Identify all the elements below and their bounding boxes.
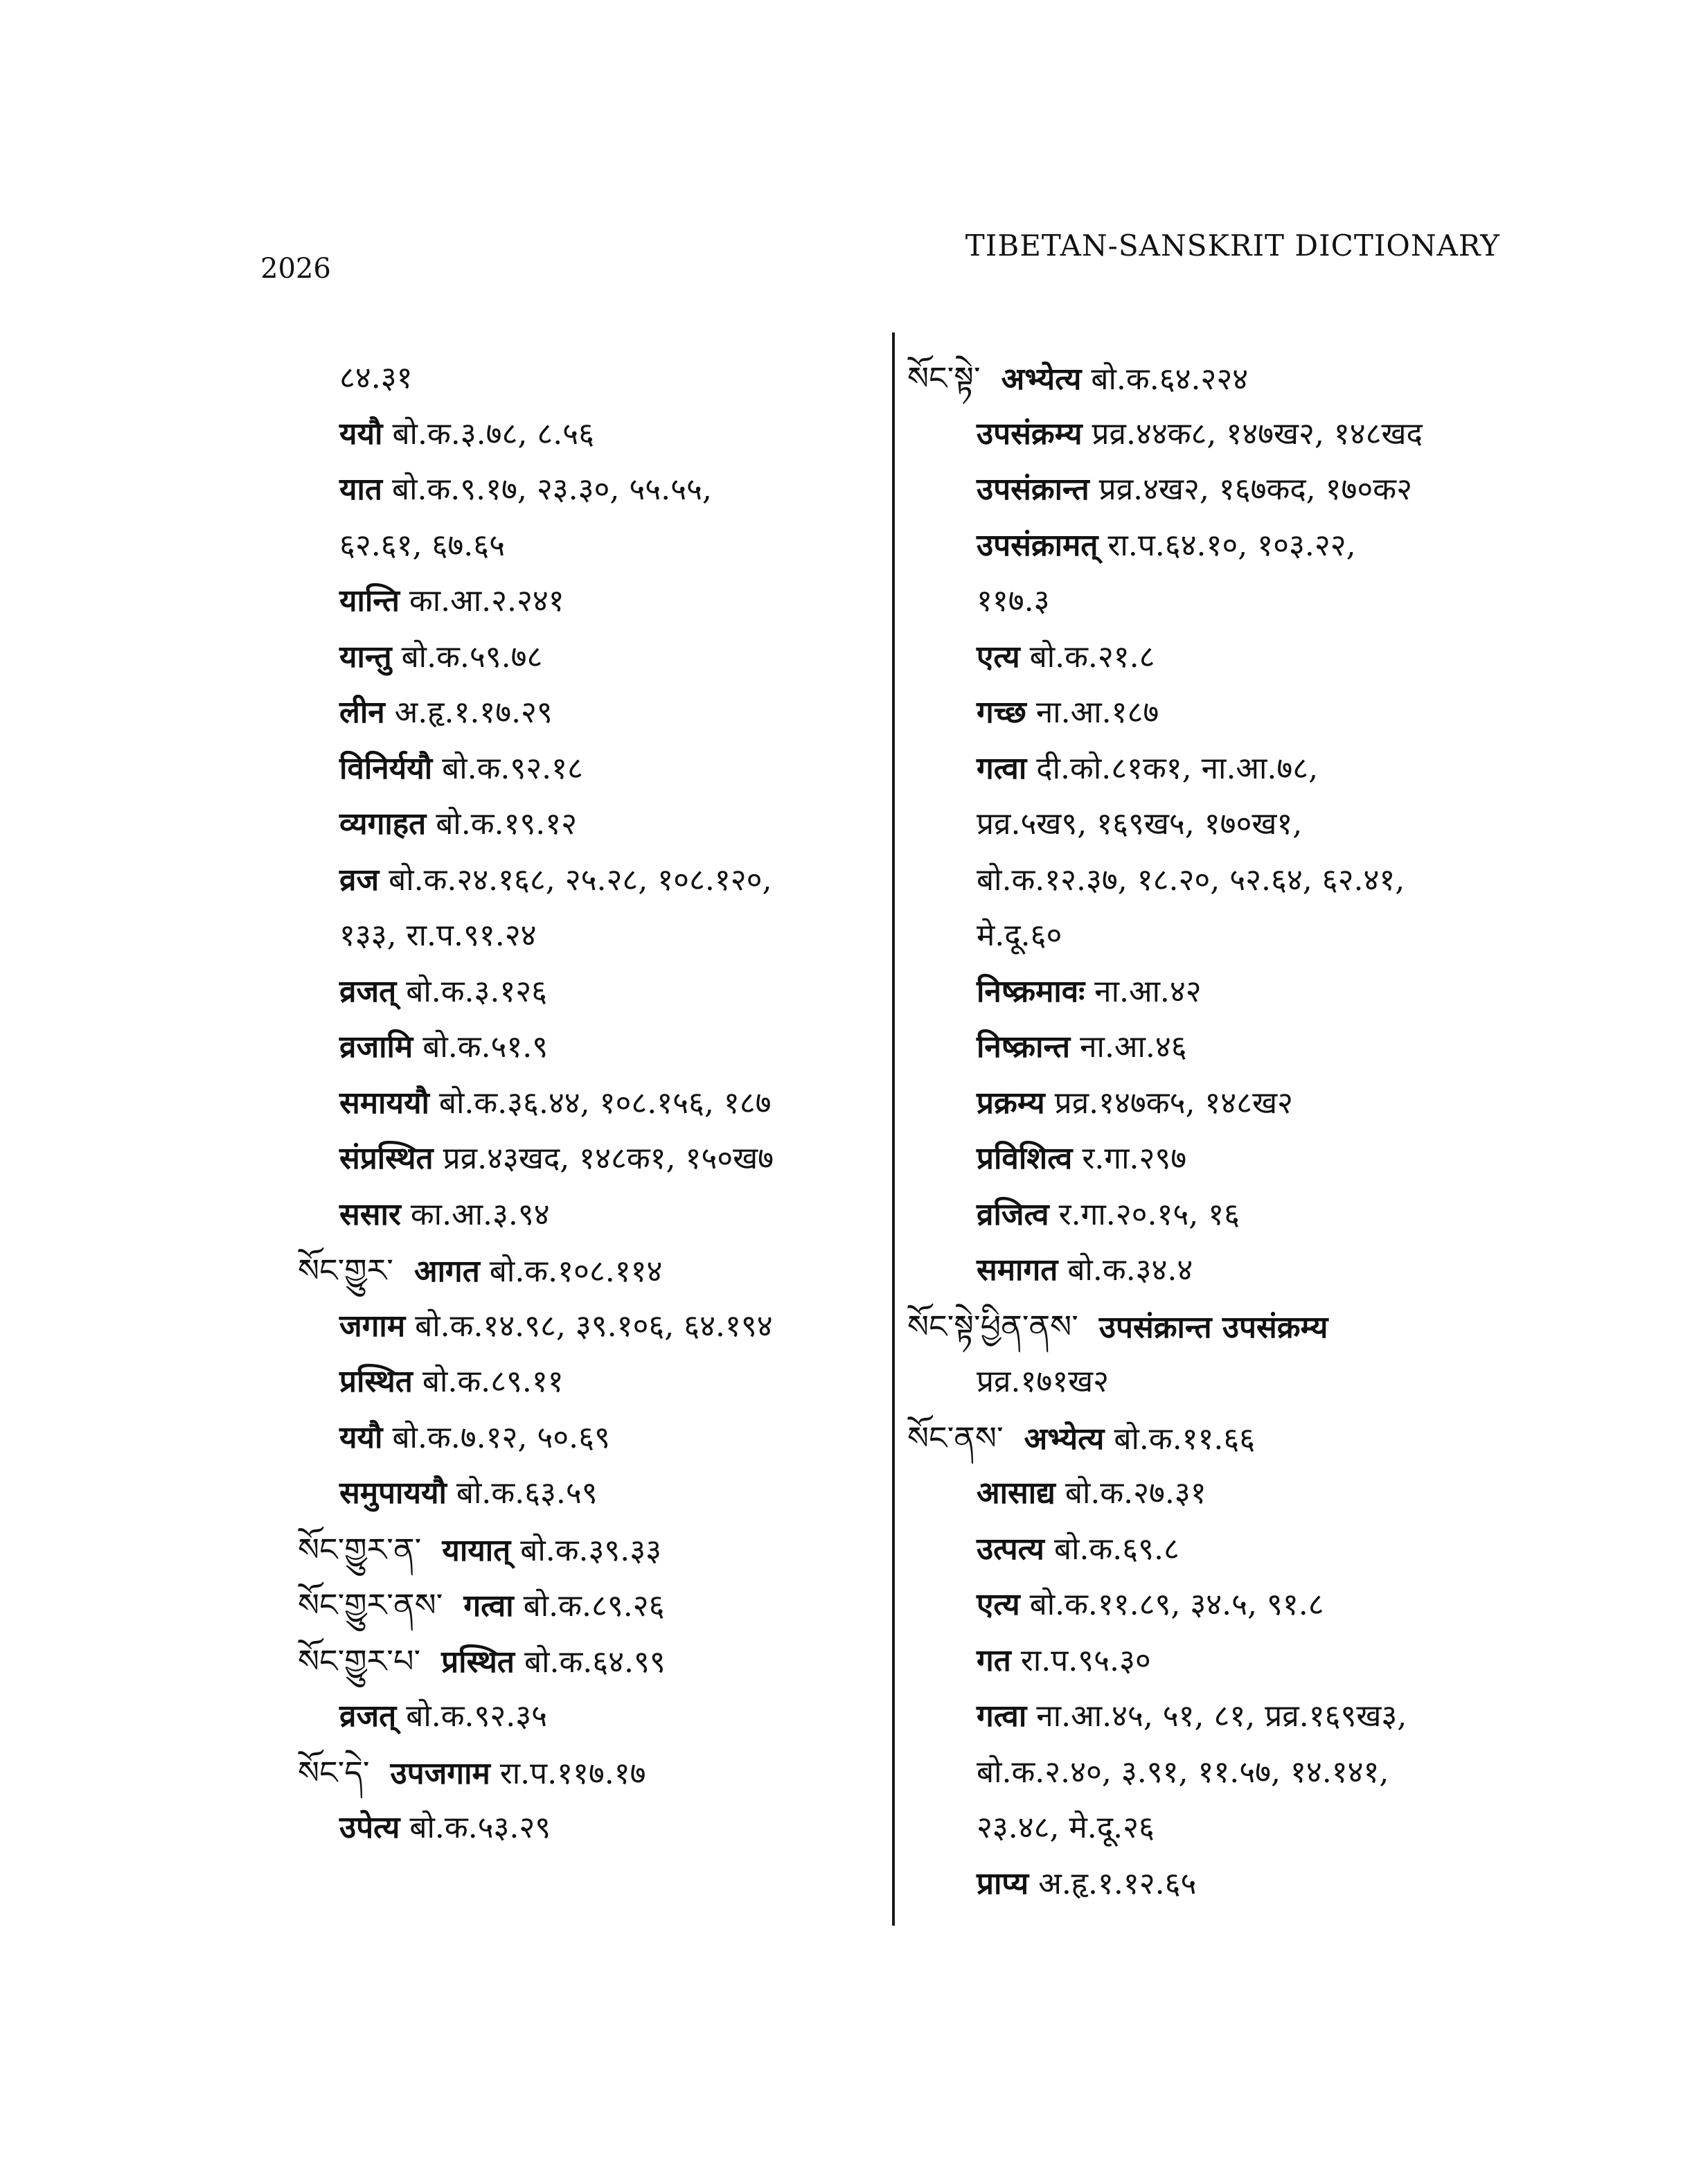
sanskrit-term: व्रजत् <box>339 1698 397 1734</box>
source-reference: रा.प.९५.३० <box>1020 1642 1151 1678</box>
source-reference: बो.क.१४.९८, ३९.१०६, ६४.१९४ <box>415 1308 773 1344</box>
source-reference: अ.हृ.१.१७.२९ <box>394 695 553 730</box>
dictionary-entry <box>298 908 887 964</box>
source-reference: बो.क.३.१२६ <box>406 973 547 1009</box>
sanskrit-term: यान्ति <box>339 583 400 619</box>
dictionary-entry <box>298 964 887 1020</box>
sanskrit-term: उपसंक्रम्य <box>977 416 1083 452</box>
source-reference: ना.आ.४२ <box>1094 973 1202 1009</box>
sanskrit-term: प्रविशित्व <box>977 1141 1073 1176</box>
source-reference: बो.क.९.१७, २३.३०, ५५.५५, <box>392 472 712 507</box>
source-reference: ना.आ.४६ <box>1080 1029 1187 1065</box>
dictionary-entry <box>298 574 887 630</box>
dictionary-entry <box>298 1020 887 1076</box>
page-number: 2026 <box>260 253 331 285</box>
sanskrit-term: व्यगाहत <box>339 806 427 842</box>
tibetan-headword: སོང་གྱུར་ནས་ <box>298 1586 443 1624</box>
dictionary-entry <box>907 1410 1558 1466</box>
sanskrit-term: गत्वा <box>977 750 1027 786</box>
sanskrit-term: विनिर्ययौ <box>339 750 433 786</box>
sanskrit-term: व्रज <box>339 862 380 898</box>
source-reference: ११७.३ <box>977 583 1050 619</box>
tibetan-headword: སོང་དེ་ <box>298 1753 370 1791</box>
dictionary-entry <box>907 574 1558 630</box>
source-reference: बो.क.२.४०, ३.९१, ११.५७, १४.१४१, <box>977 1754 1389 1790</box>
dictionary-entry <box>907 1856 1558 1912</box>
dictionary-entry <box>907 1076 1558 1132</box>
dictionary-entry <box>298 741 887 797</box>
dictionary-entry <box>907 1354 1558 1410</box>
dictionary-entry <box>298 1745 887 1801</box>
dictionary-entry <box>298 1466 887 1522</box>
sanskrit-term: अभ्येत्य <box>1001 362 1082 397</box>
dictionary-entry <box>298 1633 887 1689</box>
source-reference: मे.दू.६० <box>977 918 1062 953</box>
source-reference: बो.क.९२.१८ <box>442 750 583 786</box>
dictionary-entry <box>907 1633 1558 1689</box>
dictionary-entry <box>907 1800 1558 1856</box>
dictionary-entry <box>907 853 1558 909</box>
source-reference: बो.क.१२.३७, १८.२०, ५२.६४, ६२.४१, <box>977 862 1405 898</box>
sanskrit-term: यायात् <box>442 1532 511 1568</box>
dictionary-entry <box>298 685 887 741</box>
source-reference: बो.क.१९.१२ <box>436 806 577 842</box>
source-reference: प्रव्र.१४७क५, १४८ख२ <box>1054 1085 1293 1121</box>
dictionary-entry <box>907 1020 1558 1076</box>
tibetan-headword: སོང་གྱུར་པ་ <box>298 1642 421 1680</box>
right-column <box>907 350 1558 1912</box>
source-reference: ८४.३१ <box>339 360 413 396</box>
source-reference: र.गा.२९७ <box>1082 1141 1187 1176</box>
sanskrit-term: यान्तु <box>339 639 392 675</box>
sanskrit-term: ससार <box>339 1196 401 1232</box>
dictionary-entry <box>298 350 887 407</box>
dictionary-entry <box>907 462 1558 518</box>
sanskrit-term: व्रजित्व <box>977 1196 1049 1232</box>
sanskrit-term: लीन <box>339 695 385 730</box>
sanskrit-term: यात <box>339 472 382 507</box>
source-reference: र.गा.२०.१५, १६ <box>1058 1196 1240 1232</box>
sanskrit-term: गत <box>977 1642 1011 1678</box>
left-column <box>298 350 887 1856</box>
source-reference: बो.क.२१.८ <box>1029 639 1155 675</box>
source-reference: बो.क.७.१२, ५०.६९ <box>392 1419 610 1455</box>
dictionary-entry <box>907 407 1558 463</box>
source-reference: बो.क.५९.७८ <box>401 639 543 675</box>
source-reference: प्रव्र.४४क८, १४७ख२, १४८खद <box>1092 416 1423 452</box>
source-reference: बो.क.११.६६ <box>1114 1421 1256 1457</box>
dictionary-entry <box>907 908 1558 964</box>
dictionary-entry <box>907 350 1558 407</box>
source-reference: का.आ.२.२४१ <box>409 583 564 619</box>
sanskrit-term: एत्य <box>977 1587 1020 1622</box>
dictionary-entry <box>907 1466 1558 1522</box>
dictionary-entry <box>907 797 1558 853</box>
source-reference: ना.आ.१८७ <box>1035 695 1159 730</box>
sanskrit-term: गत्वा <box>977 1698 1027 1734</box>
dictionary-entry <box>298 1577 887 1633</box>
sanskrit-term: प्रक्रम्य <box>977 1085 1045 1121</box>
dictionary-entry <box>298 1689 887 1745</box>
sanskrit-term: प्राप्य <box>977 1865 1029 1901</box>
tibetan-headword: སོང་སྟེ་ <box>907 359 981 397</box>
source-reference: १३३, रा.प.९१.२४ <box>339 918 537 953</box>
sanskrit-term: आगत <box>413 1254 480 1289</box>
sanskrit-term: व्रजत् <box>339 973 397 1009</box>
dictionary-entry <box>298 630 887 686</box>
sanskrit-term: उपसंक्रान्त <box>977 472 1089 507</box>
sanskrit-term: समुपाययौ <box>339 1475 447 1511</box>
source-reference: बो.क.३.७८, ८.५६ <box>392 416 594 452</box>
source-reference: बो.क.३९.३३ <box>520 1532 662 1568</box>
dictionary-entry <box>298 1354 887 1410</box>
dictionary-entry <box>298 1131 887 1187</box>
dictionary-entry <box>298 1410 887 1466</box>
sanskrit-term: उपेत्य <box>339 1810 400 1845</box>
source-reference: बो.क.२४.१६८, २५.२८, १०८.१२०, <box>389 862 772 898</box>
dictionary-entry <box>298 518 887 574</box>
source-reference: प्रव्र.४ख२, १६७कद, १७०क२ <box>1098 472 1412 507</box>
sanskrit-term: गच्छ <box>977 695 1026 730</box>
source-reference: बो.क.५३.२९ <box>409 1810 551 1845</box>
source-reference: बो.क.६४.२२४ <box>1091 362 1249 397</box>
dictionary-entry <box>907 1131 1558 1187</box>
source-reference: बो.क.३६.४४, १०८.१५६, १८७ <box>438 1085 772 1121</box>
dictionary-entry <box>907 964 1558 1020</box>
sanskrit-term: अभ्येत्य <box>1024 1421 1105 1457</box>
sanskrit-term: प्रस्थित <box>441 1644 515 1680</box>
source-reference: प्रव्र.४३खद, १४८क१, १५०ख७ <box>443 1141 774 1176</box>
sanskrit-term: उपजगाम <box>390 1755 490 1791</box>
dictionary-entry <box>298 1522 887 1578</box>
dictionary-entry <box>298 1076 887 1132</box>
sanskrit-term: गत्वा <box>463 1588 514 1624</box>
sanskrit-term: समागत <box>977 1252 1058 1288</box>
sanskrit-term: समाययौ <box>339 1085 429 1121</box>
dictionary-entry <box>907 1689 1558 1745</box>
source-reference: बो.क.६३.५९ <box>456 1475 598 1511</box>
dictionary-entry <box>907 1299 1558 1355</box>
source-reference: बो.क.८९.११ <box>422 1364 564 1399</box>
sanskrit-term: एत्य <box>977 639 1020 675</box>
sanskrit-term: आसाद्य <box>977 1475 1056 1511</box>
tibetan-headword: སོང་གྱུར་ <box>298 1252 393 1289</box>
source-reference: का.आ.३.९४ <box>410 1196 550 1232</box>
sanskrit-term: प्रस्थित <box>339 1364 413 1399</box>
source-reference: रा.प.११७.१७ <box>499 1755 646 1791</box>
source-reference: बो.क.१०८.११४ <box>489 1254 663 1289</box>
sanskrit-term: निष्क्रान्त <box>977 1029 1071 1065</box>
dictionary-entry <box>298 797 887 853</box>
dictionary-entry <box>907 1577 1558 1633</box>
source-reference: २३.४८, मे.दू.२६ <box>977 1810 1155 1845</box>
source-reference: बो.क.८९.२६ <box>523 1588 665 1624</box>
sanskrit-term: संप्रस्थित <box>339 1141 434 1176</box>
source-reference: बो.क.२७.३१ <box>1065 1475 1206 1511</box>
source-reference: बो.क.६४.९९ <box>524 1644 666 1680</box>
dictionary-entry <box>907 1243 1558 1299</box>
source-reference: अ.हृ.१.१२.६५ <box>1038 1865 1197 1901</box>
sanskrit-term: व्रजामि <box>339 1029 413 1065</box>
tibetan-headword: སོང་གྱུར་ན་ <box>298 1530 422 1568</box>
source-reference: प्रव्र.१७१ख२ <box>977 1364 1109 1399</box>
source-reference: दी.को.८१क१, ना.आ.७८, <box>1036 750 1319 786</box>
dictionary-entry <box>907 741 1558 797</box>
dictionary-entry <box>298 853 887 909</box>
dictionary-entry <box>298 1299 887 1355</box>
source-reference: बो.क.९२.३५ <box>406 1698 547 1734</box>
dictionary-entry <box>907 1187 1558 1243</box>
source-reference: बो.क.६९.८ <box>1053 1531 1179 1567</box>
sanskrit-term: निष्क्रमावः <box>977 973 1085 1009</box>
source-reference: ६२.६१, ६७.६५ <box>339 527 505 563</box>
dictionary-entry <box>298 1800 887 1856</box>
tibetan-headword: སོང་སྟེ་ཕྱིན་ནས་ <box>907 1307 1078 1345</box>
sanskrit-term: उपसंक्रान्त उपसंक्रम्य <box>1098 1309 1328 1345</box>
running-title: TIBETAN-SANSKRIT DICTIONARY <box>965 229 1500 263</box>
source-reference: रा.प.६४.१०, १०३.२२, <box>1107 527 1356 563</box>
dictionary-entry <box>907 1522 1558 1578</box>
dictionary-entry <box>298 1187 887 1243</box>
source-reference: बो.क.३४.४ <box>1067 1252 1193 1288</box>
column-divider <box>892 332 895 1926</box>
dictionary-entry <box>298 407 887 463</box>
dictionary-entry <box>907 1745 1558 1801</box>
source-reference: बो.क.११.८९, ३४.५, ९१.८ <box>1029 1587 1324 1622</box>
sanskrit-term: ययौ <box>339 1419 383 1455</box>
dictionary-entry <box>907 685 1558 741</box>
source-reference: ना.आ.४५, ५१, ८१, प्रव्र.१६९ख३, <box>1036 1698 1407 1734</box>
source-reference: प्रव्र.५ख९, १६९ख५, १७०ख१, <box>977 806 1303 842</box>
dictionary-entry <box>907 630 1558 686</box>
dictionary-entry <box>298 462 887 518</box>
source-reference: बो.क.५१.९ <box>422 1029 549 1065</box>
dictionary-entry <box>298 1243 887 1299</box>
dictionary-entry <box>907 518 1558 574</box>
sanskrit-term: उपसंक्रामत् <box>977 527 1098 563</box>
sanskrit-term: उत्पत्य <box>977 1531 1044 1567</box>
tibetan-headword: སོང་ནས་ <box>907 1419 1004 1457</box>
sanskrit-term: जगाम <box>339 1308 406 1344</box>
sanskrit-term: ययौ <box>339 416 383 452</box>
